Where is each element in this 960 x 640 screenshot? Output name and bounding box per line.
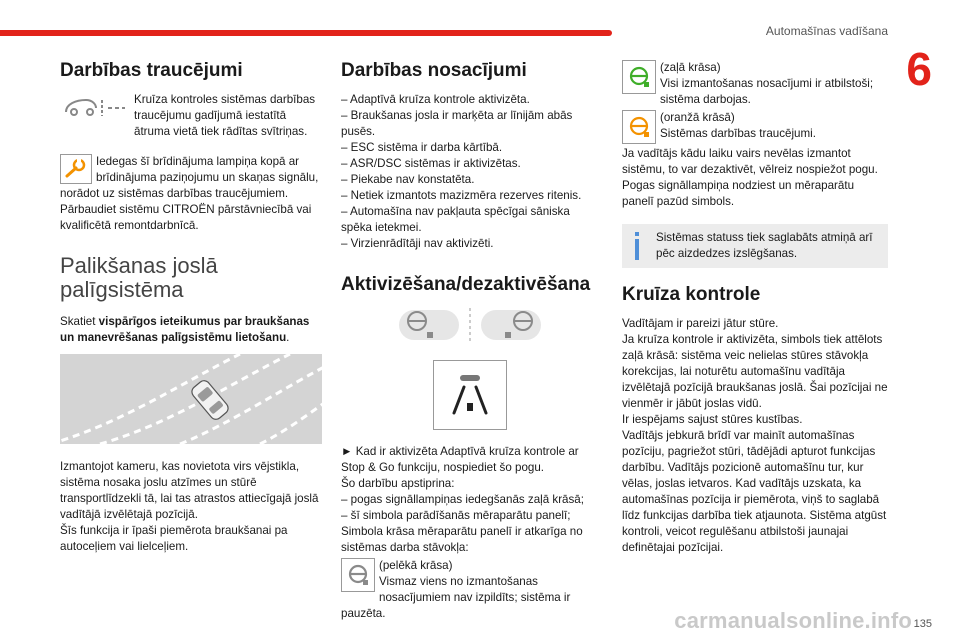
steering-paragraph: Vadītājam ir pareizi jātur stūre. bbox=[622, 317, 779, 330]
steering-paragraph: Ir iespējams sajust stūres kustības. bbox=[622, 413, 803, 426]
heading-malfunctions: Darbības traucējumi bbox=[60, 60, 243, 81]
condition-item: – ASR/DSC sistēmas ir aktivizētas. bbox=[341, 157, 521, 170]
condition-item: – Automašīna nav pakļauta spēcīgai sāniska spēka ietekmei. bbox=[341, 205, 570, 234]
info-icon bbox=[632, 232, 642, 260]
green-state-text: Visi izmantošanas nosacījumi ir atbilstoši; sistēma darbojas. bbox=[660, 77, 874, 106]
condition-item: – ESC sistēma ir darba kārtībā. bbox=[341, 141, 503, 154]
condition-item: – Virzienrādītāji nav aktivizēti. bbox=[341, 237, 494, 250]
body-paragraph: Izmantojot kameru, kas novietota virs vējstikla, sistēma nosaka joslu atzīmes un stūrē transportlīdzekli tā, lai tas atrastos attiecīgajā joslā vadītājā izvēlētajā pozīcijā. bbox=[60, 460, 319, 521]
color-note: Simbola krāsa mēraparātu panelī ir atkarīga no sistēmas darba stāvokļa: bbox=[341, 525, 583, 554]
deactivation-text: Ja vadītājs kādu laiku vairs nevēlas izmantot sistēmu, to var dezaktivēt, vēlreiz nospiežot pogu. bbox=[622, 147, 878, 176]
heading-lane-keeping: Palikšanas joslā palīgsistēma bbox=[60, 253, 218, 302]
heading-steering-control: Kruīza kontrole bbox=[622, 284, 761, 305]
fault-display-text: Kruīza kontroles sistēmas darbības traucējumu gadījumā iestatītā ātruma vietā tiek rādītas svītriņas. bbox=[134, 93, 316, 138]
confirmation-item: – šī simbola parādīšanās mēraparātu panelī; bbox=[341, 509, 571, 522]
grey-state-label: (pelēkā krāsa) bbox=[379, 559, 453, 572]
orange-state-item bbox=[622, 110, 888, 142]
column-left bbox=[60, 52, 322, 555]
heading-activation: Aktivizēšana/dezaktivēšana bbox=[341, 274, 591, 295]
steering-paragraph: Ja kruīza kontrole ir aktivizēta, simbols tiek attēlots zaļā krāsā: sistēma veic nelielas stūres stāvokļa korekcijas, lai noturētu automašīnu vadītāja izvēlētajā pozīcijā braukšanas joslā. Šai pozīcijai ne vienmēr ir jābūt joslas vidū. bbox=[622, 333, 888, 410]
deactivation-text-2: Pogas signāllampiņa nodziest un mēraparātu panelī pazūd simbols. bbox=[622, 179, 855, 208]
condition-item: – Adaptīvā kruīza kontrole aktivizēta. bbox=[341, 93, 530, 106]
lane-assist-button-icon bbox=[433, 360, 507, 430]
lane-keep-fault-icon bbox=[62, 94, 126, 125]
activation-instruction: ► Kad ir aktivizēta Adaptīvā kruīza kontrole ar Stop & Go funkciju, nospiediet šo pogu. bbox=[341, 445, 579, 474]
button-illustration bbox=[341, 360, 599, 430]
chapter-number: 6 bbox=[906, 43, 932, 95]
road-illustration bbox=[60, 354, 322, 444]
lane-assist-display-icon bbox=[395, 306, 545, 346]
top-accent-bar bbox=[0, 30, 612, 36]
confirmation-intro: Šo darbību apstiprina: bbox=[341, 477, 455, 490]
warning-lamp-item bbox=[60, 154, 322, 234]
info-text: Sistēmas statuss tiek saglabāts atmiņā arī pēc aizdedzes izslēgšanas. bbox=[656, 231, 873, 260]
warning-lamp-extra: Pārbaudiet sistēmu CITROËN pārstāvniecībā vai kvalificētā remontdarbnīcā. bbox=[60, 203, 312, 232]
wrench-warning-icon bbox=[60, 154, 92, 184]
warning-lamp-text: Iedegas šī brīdinājuma lampiņa kopā ar brīdinājuma paziņojumu un skaņas signālu, norādot uz sistēmas darbības traucējumiem. bbox=[60, 155, 319, 200]
steering-wheel-grey-icon bbox=[341, 558, 375, 592]
steering-wheel-orange-icon bbox=[622, 110, 656, 144]
grey-state-item bbox=[341, 558, 599, 622]
green-state-label: (zaļā krāsa) bbox=[660, 61, 721, 74]
steering-wheel-green-icon bbox=[622, 60, 656, 94]
steering-paragraph: Vadītājs jebkurā brīdī var mainīt automašīnas pozīciju, pagriežot stūri, tādējādi apturot funkcijas darbību. Vadītājs pozicionē automašīnu tur, kur vēlas, joslas ietvaros. Kad vadītājs uzskata, ka automašīnas pozīcija ir piemērota, viņš to saglabā līdz funkcijas darbība tiek atjaunota. Sistēma atgūst kontroli, veicot regulēšanu atbilstoši jaunajai definētajai pozīcijai. bbox=[622, 429, 887, 554]
watermark: carmanualsonline.info bbox=[674, 608, 912, 633]
intro-prefix: Skatiet bbox=[60, 315, 99, 328]
page-number: 135 bbox=[913, 618, 932, 630]
confirmation-item: – pogas signāllampiņas iedegšanās zaļā krāsā; bbox=[341, 493, 584, 506]
condition-item: – Piekabe nav konstatēta. bbox=[341, 173, 475, 186]
fault-display-item bbox=[60, 92, 322, 140]
grey-state-text: Vismaz viens no izmantošanas nosacījumiem nav izpildīts; sistēma ir pauzēta. bbox=[341, 575, 571, 620]
condition-item: – Braukšanas josla ir marķēta ar līnijām abās pusēs. bbox=[341, 109, 573, 138]
column-middle bbox=[341, 52, 599, 622]
condition-item: – Netiek izmantots mazizmēra rezerves ritenis. bbox=[341, 189, 582, 202]
display-illustration bbox=[341, 306, 599, 346]
body-paragraph-2: Šīs funkcija ir īpaši piemērota braukšanai pa autoceļiem vai lielceļiem. bbox=[60, 524, 288, 553]
section-title: Automašīnas vadīšana bbox=[765, 24, 888, 38]
intro-suffix: . bbox=[286, 331, 290, 344]
column-right bbox=[622, 60, 888, 556]
intro-paragraph bbox=[60, 314, 322, 346]
heading-operating-conditions: Darbības nosacījumi bbox=[341, 60, 527, 81]
orange-state-text: Sistēmas darbības traucējumi. bbox=[660, 127, 816, 140]
orange-state-label: (oranžā krāsā) bbox=[660, 111, 735, 124]
conditions-list bbox=[341, 92, 599, 252]
intro-bold-link: vispārīgos ieteikumus par braukšanas un manevrēšanas palīgsistēmu lietošanu bbox=[60, 315, 310, 344]
info-box bbox=[622, 224, 888, 268]
green-state-item bbox=[622, 60, 888, 108]
